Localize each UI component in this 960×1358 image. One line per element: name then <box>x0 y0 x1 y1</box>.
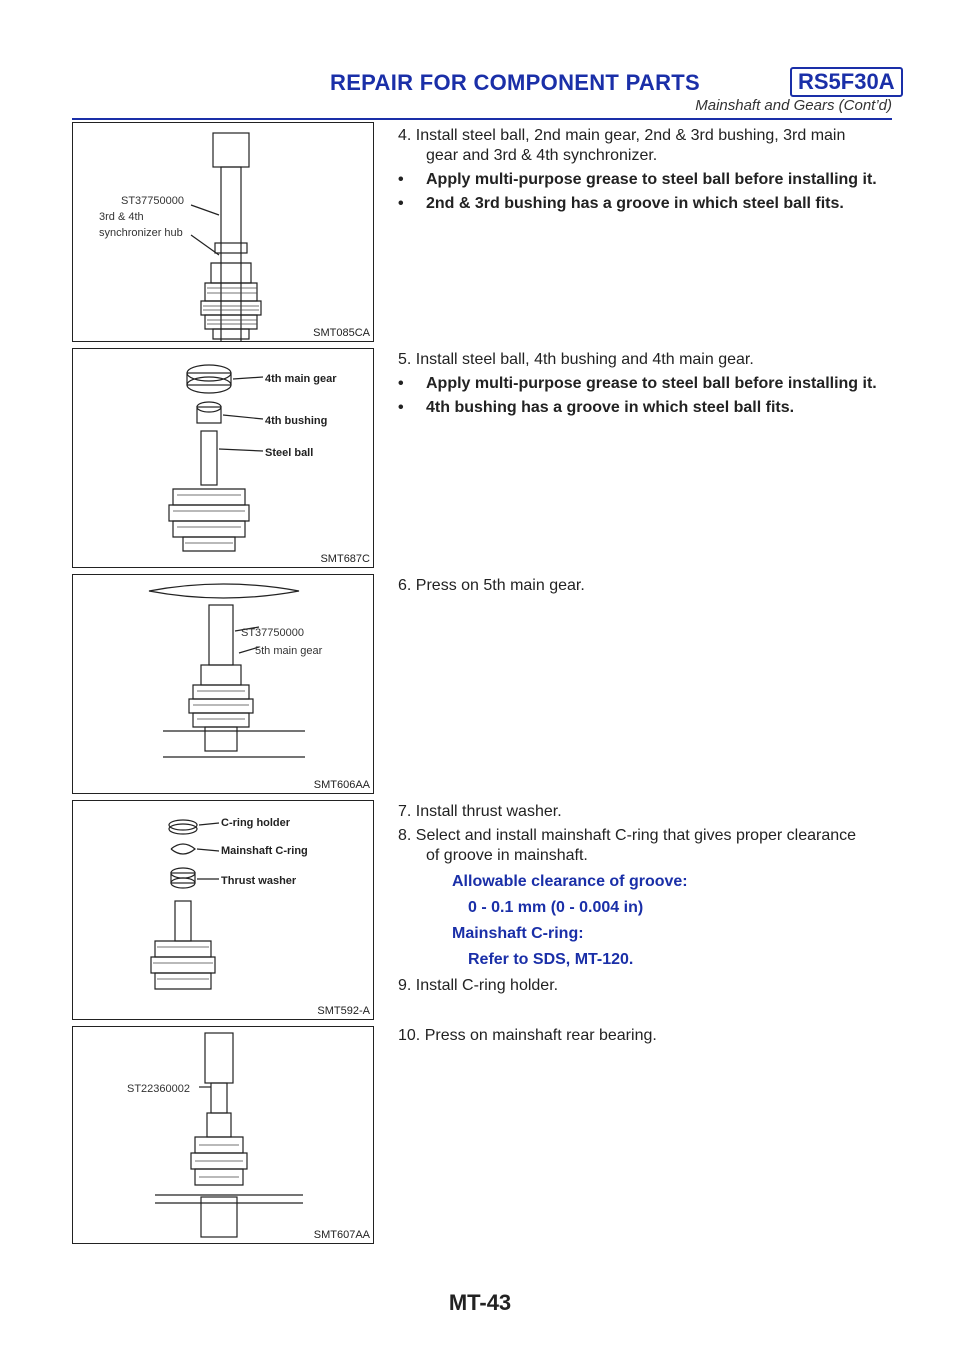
figure-code: SMT592-A <box>317 1005 370 1017</box>
c-ring-thrust-washer-illustration <box>73 801 373 1019</box>
figure-label-part: 3rd & 4th <box>99 211 144 223</box>
step-4-block <box>398 126 894 218</box>
page-number: MT-43 <box>448 1290 512 1315</box>
step-text: gear and 3rd & 4th synchronizer. <box>426 147 658 164</box>
step-9: 9. Install C-ring holder. <box>398 977 559 994</box>
step-4 <box>398 126 894 166</box>
step-text: of groove in mainshaft. <box>426 847 588 864</box>
figure-code: SMT687C <box>320 553 370 565</box>
press-rear-bearing-illustration <box>73 1027 373 1243</box>
step-10: 10. Press on mainshaft rear bearing. <box>398 1027 657 1044</box>
press-5th-gear-illustration <box>73 575 373 793</box>
step-10-block <box>398 1026 894 1050</box>
figure-smt687c <box>72 348 374 568</box>
model-badge: RS5F30A <box>790 67 903 97</box>
figure-smt085ca <box>72 122 374 342</box>
step-text: 4. Install steel ball, 2nd main gear, 2nd & 3rd bushing, 3rd main <box>398 127 846 144</box>
step-6: 6. Press on 5th main gear. <box>398 577 585 594</box>
step-8 <box>398 826 894 866</box>
note-bullet: • Apply multi-purpose grease to steel ball before installing it. <box>398 171 877 188</box>
spec-label: Allowable clearance of groove: <box>452 873 688 890</box>
step-text: 8. Select and install mainshaft C-ring that gives proper clearance <box>398 827 857 844</box>
header-divider <box>72 118 892 120</box>
figure-label-part: C-ring holder <box>221 817 291 829</box>
section-subtitle: Mainshaft and Gears (Cont’d) <box>695 97 892 114</box>
step-7-9-block <box>398 802 894 1000</box>
step-5: 5. Install steel ball, 4th bushing and 4th main gear. <box>398 351 754 368</box>
step-6-block <box>398 576 894 600</box>
figure-label-tool: ST37750000 <box>121 195 184 207</box>
figure-label-part: 5th main gear <box>255 645 323 657</box>
figure-smt606aa <box>72 574 374 794</box>
spec-value: Refer to SDS, MT-120. <box>468 951 634 968</box>
figure-label-tool: ST22360002 <box>127 1083 190 1095</box>
page-title: REPAIR FOR COMPONENT PARTS <box>330 70 700 95</box>
figure-code: SMT085CA <box>313 327 370 339</box>
figure-smt592-a <box>72 800 374 1020</box>
figure-label-part: 4th main gear <box>265 373 337 385</box>
note-bullet: • Apply multi-purpose grease to steel ball before installing it. <box>398 375 877 392</box>
figure-label-part: Mainshaft C-ring <box>221 845 308 857</box>
note-bullet: • 4th bushing has a groove in which steel ball fits. <box>398 399 795 416</box>
figure-code: SMT606AA <box>313 779 370 791</box>
step-7: 7. Install thrust washer. <box>398 803 562 820</box>
figure-smt607aa <box>72 1026 374 1244</box>
spec-value: 0 - 0.1 mm (0 - 0.004 in) <box>468 899 644 916</box>
figure-label-tool: ST37750000 <box>241 627 304 639</box>
note-bullet: • 2nd & 3rd bushing has a groove in which steel ball fits. <box>398 195 844 212</box>
step-5-block <box>398 350 894 422</box>
figure-label-part: Thrust washer <box>221 875 297 887</box>
spec-label: Mainshaft C-ring: <box>452 925 584 942</box>
figure-label-part: 4th bushing <box>265 415 328 427</box>
figure-label-part: Steel ball <box>265 447 314 459</box>
figure-code: SMT607AA <box>313 1229 370 1241</box>
figure-label-part: synchronizer hub <box>99 227 183 239</box>
